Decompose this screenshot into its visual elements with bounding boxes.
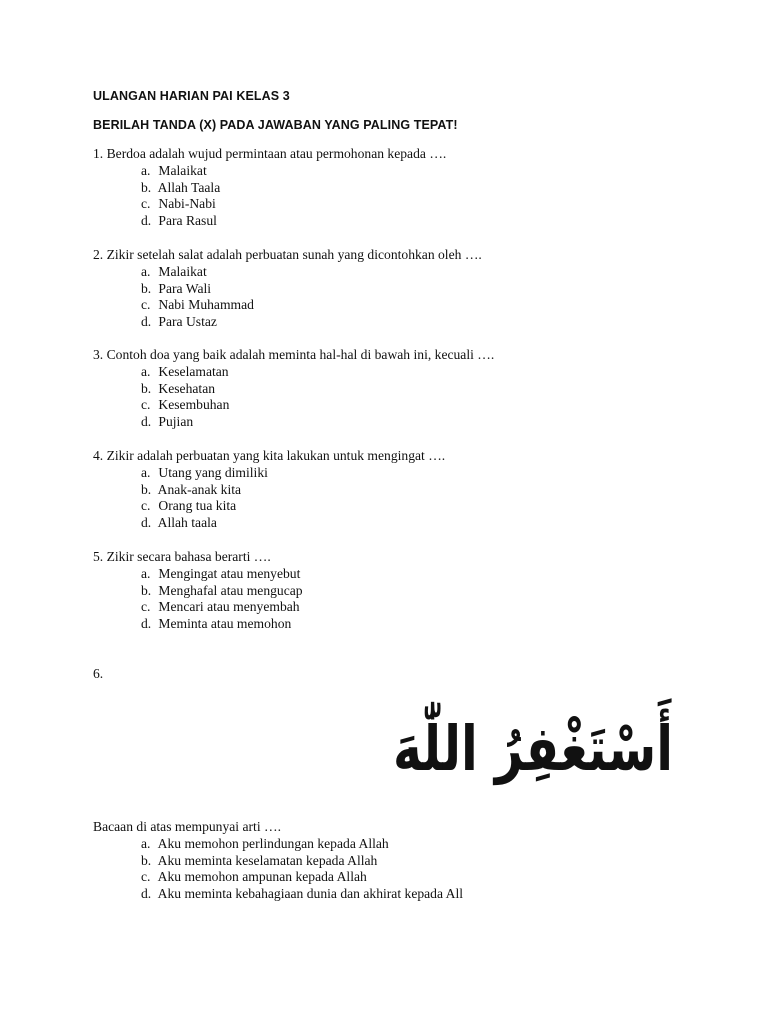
option-text: Meminta atau memohon: [158, 616, 292, 632]
answer-option-a: [93, 264, 733, 281]
option-text: Para Wali: [158, 280, 212, 296]
astaghfirullah-calligraphy-image: [108, 690, 748, 790]
arabic-calligraphy-text: أَسْتَغْفِرُ اللّٰهَ: [393, 712, 748, 785]
question-stem: 4. Zikir adalah perbuatan yang kita lakukan untuk mengingat ….: [93, 448, 446, 463]
question-6-number: 6.: [93, 666, 104, 681]
option-letter: a.: [141, 835, 151, 851]
option-text: Mengingat atau menyebut: [158, 565, 301, 581]
option-text: Aku memohon perlindungan kepada Allah: [157, 835, 389, 851]
option-letter: c.: [141, 498, 151, 514]
option-text: Aku memohon ampunan kepada Allah: [157, 869, 367, 885]
option-text: Menghafal atau mengucap: [158, 582, 303, 598]
option-letter: a.: [141, 363, 151, 379]
option-text: Allah Taala: [157, 179, 221, 195]
option-letter: b.: [141, 582, 152, 598]
option-letter: b.: [141, 179, 152, 195]
answer-option-d: [93, 616, 733, 633]
option-text: Para Rasul: [158, 213, 217, 229]
option-text: Nabi Muhammad: [158, 297, 254, 313]
option-text: Orang tua kita: [158, 498, 237, 514]
option-letter: b.: [141, 852, 152, 868]
option-text: Aku meminta keselamatan kepada Allah: [157, 852, 378, 868]
question-4: [93, 448, 733, 532]
option-letter: d.: [141, 414, 152, 430]
answer-option-c: [93, 869, 733, 886]
option-text: Kesehatan: [158, 380, 216, 396]
option-text: Pujian: [158, 414, 194, 430]
option-letter: d.: [141, 213, 152, 229]
answer-option-a: [93, 163, 733, 180]
option-letter: d.: [141, 515, 152, 531]
option-letter: a.: [141, 162, 151, 178]
answer-option-a: [93, 566, 733, 583]
option-letter: c.: [141, 397, 151, 413]
question-stem: 2. Zikir setelah salat adalah perbuatan sunah yang dicontohkan oleh ….: [93, 247, 482, 262]
answer-option-b: [93, 381, 733, 398]
option-letter: b.: [141, 380, 152, 396]
answer-option-d: [93, 414, 733, 431]
answer-option-c: [93, 297, 733, 314]
answer-option-d: [93, 515, 733, 532]
option-text: Mencari atau menyembah: [158, 599, 300, 615]
exam-title: ULANGAN HARIAN PAI KELAS 3: [93, 89, 290, 103]
option-text: Aku meminta kebahagiaan dunia dan akhirat kepada All: [157, 886, 464, 902]
option-letter: d.: [141, 616, 152, 632]
option-letter: a.: [141, 464, 151, 480]
answer-option-d: [93, 886, 733, 903]
answer-option-d: [93, 213, 733, 230]
answer-option-a: [93, 836, 733, 853]
option-letter: a.: [141, 263, 151, 279]
question-stem: 5. Zikir secara bahasa berarti ….: [93, 549, 271, 564]
answer-option-a: [93, 465, 733, 482]
question-stem: 1. Berdoa adalah wujud permintaan atau permohonan kepada ….: [93, 146, 447, 161]
option-letter: b.: [141, 481, 152, 497]
question-2: [93, 247, 733, 331]
option-text: Utang yang dimiliki: [158, 464, 268, 480]
option-text: Malaikat: [158, 162, 207, 178]
option-text: Nabi-Nabi: [158, 196, 216, 212]
answer-option-c: [93, 397, 733, 414]
answer-option-b: [93, 281, 733, 298]
answer-option-b: [93, 482, 733, 499]
question-stem: 3. Contoh doa yang baik adalah meminta hal-hal di bawah ini, kecuali ….: [93, 347, 495, 362]
option-text: Para Ustaz: [158, 314, 217, 330]
option-text: Kesembuhan: [158, 397, 230, 413]
option-letter: c.: [141, 869, 151, 885]
question-6: [93, 819, 733, 903]
answer-option-c: [93, 498, 733, 515]
option-letter: d.: [141, 314, 152, 330]
option-text: Malaikat: [158, 263, 207, 279]
option-letter: b.: [141, 280, 152, 296]
option-letter: c.: [141, 599, 151, 615]
question-1: [93, 146, 733, 230]
option-text: Allah taala: [157, 515, 217, 531]
option-text: Keselamatan: [158, 363, 229, 379]
question-3: [93, 347, 733, 431]
answer-option-b: [93, 853, 733, 870]
answer-option-c: [93, 196, 733, 213]
option-letter: c.: [141, 297, 151, 313]
question-5: [93, 549, 733, 633]
option-letter: d.: [141, 886, 152, 902]
answer-option-b: [93, 583, 733, 600]
option-letter: a.: [141, 565, 151, 581]
answer-option-c: [93, 599, 733, 616]
answer-option-a: [93, 364, 733, 381]
question-stem: Bacaan di atas mempunyai arti ….: [93, 819, 281, 834]
option-letter: c.: [141, 196, 151, 212]
answer-option-b: [93, 180, 733, 197]
exam-instruction: BERILAH TANDA (X) PADA JAWABAN YANG PALING TEPAT!: [93, 118, 458, 132]
answer-option-d: [93, 314, 733, 331]
option-text: Anak-anak kita: [157, 481, 242, 497]
